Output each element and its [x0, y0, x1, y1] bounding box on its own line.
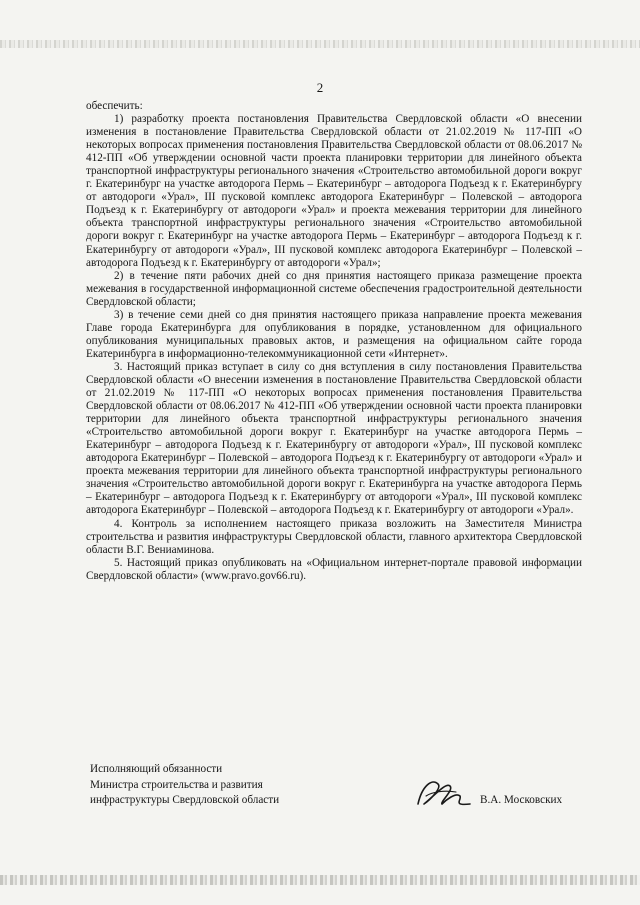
document-paragraph: 1) разработку проекта постановления Правительства Свердловской области «О внесении изменения в постановление Правительства Свердловской области от 21.02.2019 № 117-ПП «О некоторых вопросах применения постановления Правительства Свердловской области от 08.06.2017 № 412-ПП «Об утверждении основной части проекта планировки территории для линейного объекта транспортной инфраструктуры регионального значения «Строительство автомобильной дороги вокруг г. Екатеринбург на участке автодорога Пермь – Екатеринбург – автодорога Подъезд к г. Екатеринбургу от автодороги «Урал», III пусковой комплекс автодорога Екатеринбург – Полевской – автодорога Подъезд к г. Екатеринбургу от автодороги «Урал» и проекта межевания территории для линейного объекта транспортной инфраструктуры регионального значения «Строительство автомобильной дороги вокруг г. Екатеринбург на участке автодорога Пермь – Екатеринбург – автодорога Подъезд к г. Екатеринбургу от автодороги «Урал», III пусковой комплекс автодорога Екатеринбург – Полевской – автодорога Подъезд к г. Екатеринбургу от автодороги «Урал»; [86, 113, 582, 269]
document-paragraph: обеспечить: [86, 100, 143, 112]
document-paragraph: 4. Контроль за исполнением настоящего приказа возложить на Заместителя Министра строительства и развития инфраструктуры Свердловской области, главного архитектора Свердловской области В.Г. Вениаминова. [86, 517, 582, 556]
signer-title [90, 762, 350, 809]
signature-block [0, 762, 640, 822]
scan-edge-top [0, 40, 640, 48]
handwritten-signature [412, 774, 472, 814]
document-paragraph: 5. Настоящий приказ опубликовать на «Официальном интернет-портале правовой информации Свердловской области» (www.pravo.gov66.ru). [86, 556, 582, 582]
signer-title-line: Исполняющий обязанности [90, 763, 223, 775]
document-paragraph: 3) в течение семи дней со дня принятия настоящего приказа направление проекта межевания Главе города Екатеринбурга для опубликования в порядке, установленном для официального опубликования муниципальных правовых актов, и размещения на официальном сайте города Екатеринбурга в информационно-телекоммуникационной сети «Интернет». [86, 308, 582, 360]
document-body [86, 100, 582, 583]
document-paragraph: 2) в течение пяти рабочих дней со дня принятия настоящего приказа размещение проекта межевания в государственной информационной системе обеспечения градостроительной деятельности Свердловской области; [86, 269, 582, 308]
page-number: 2 [316, 80, 324, 95]
scan-edge-bottom [0, 875, 640, 885]
document-paragraph: 3. Настоящий приказ вступает в силу со дня вступления в силу постановления Правительства Свердловской области «О внесении изменения в постановление Правительства Свердловской области от 21.02.2019 № 117-ПП «О некоторых вопросах применения постановления Правительства Свердловской области от 08.06.2017 № 412-ПП «Об утверждении основной части проекта планировки территории для линейного объекта транспортной инфраструктуры регионального значения «Строительство автомобильной дороги вокруг г. Екатеринбург на участке автодорога Пермь – Екатеринбург – автодорога Подъезд к г. Екатеринбургу от автодороги «Урал», III пусковой комплекс автодорога Екатеринбург – Полевской – автодорога Подъезд к г. Екатеринбургу от автодороги «Урал» и проекта межевания территории для линейного объекта транспортной инфраструктуры регионального значения «Строительство автомобильной дороги вокруг г. Екатеринбурга на участке автодорога Пермь – Екатеринбург – автодорога Подъезд к г. Екатеринбургу от автодороги «Урал», III пусковой комплекс автодорога Екатеринбург – Полевской – автодорога Подъезд к г. Екатеринбургу от автодороги «Урал». [86, 360, 582, 517]
signer-title-line: Министра строительства и развития [90, 778, 263, 791]
signer-name: В.А. Московских [480, 794, 563, 806]
signer-title-line: инфраструктуры Свердловской области [90, 794, 280, 806]
